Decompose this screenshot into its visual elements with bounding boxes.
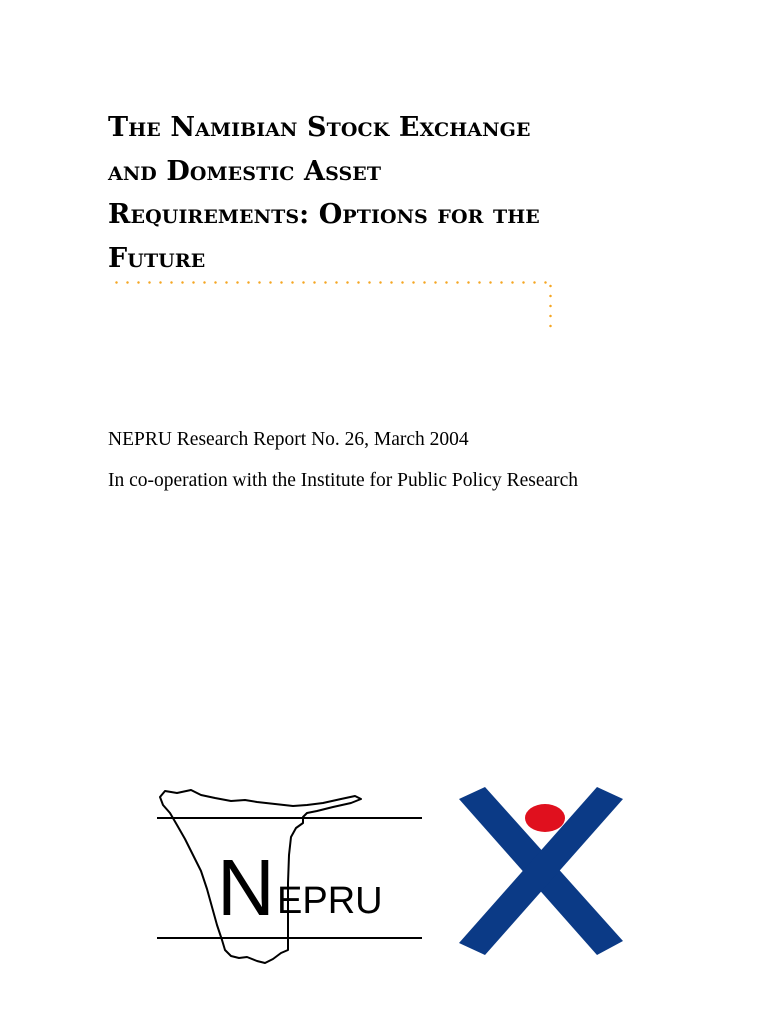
- ippr-red-dot: [525, 804, 565, 832]
- report-number: NEPRU Research Report No. 26, March 2004: [108, 429, 469, 450]
- title-line-2: and Domestic Asset: [108, 155, 382, 187]
- title-line-1: The Namibian Stock Exchange: [108, 112, 531, 143]
- nepru-logo-epru: EPRU: [277, 880, 383, 922]
- dotted-divider-horizontal: [111, 281, 551, 284]
- cooperation-note: In co-operation with the Institute for Public Policy Research: [108, 470, 579, 491]
- nepru-logo-big-n: N: [217, 843, 275, 932]
- title-line-4: Future: [108, 242, 206, 274]
- dotted-divider-vertical: [549, 281, 552, 333]
- report-title: [108, 106, 628, 280]
- nepru-logo: [155, 785, 425, 965]
- title-line-3: Requirements: Options for the: [108, 199, 540, 230]
- ippr-x-logo-icon: [455, 785, 627, 957]
